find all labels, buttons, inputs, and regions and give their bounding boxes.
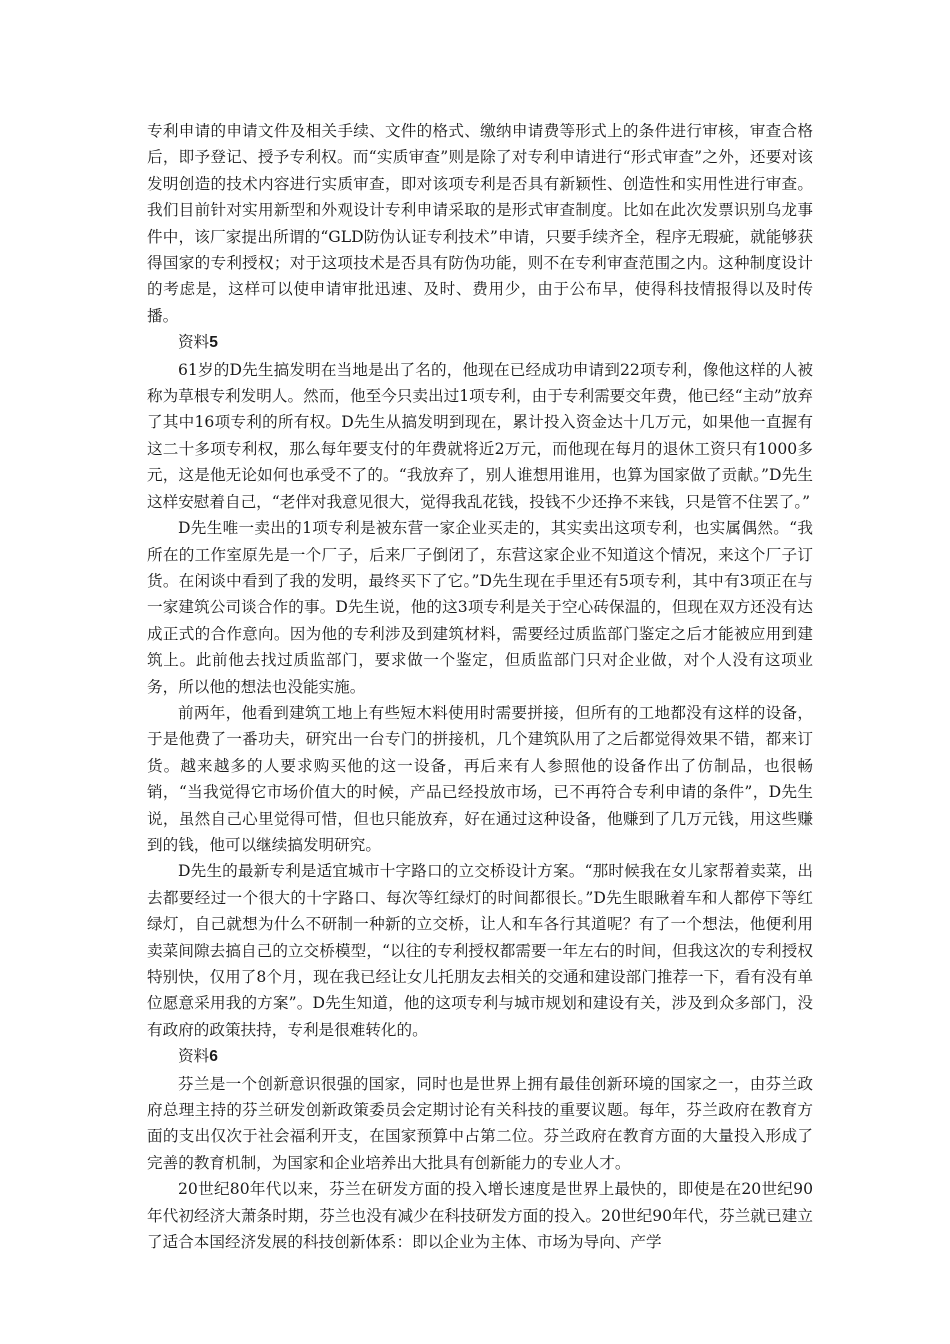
section-label-text: 资料	[178, 1047, 210, 1066]
section-label-material-6	[147, 1043, 813, 1070]
paragraph-d-sold-patent: D先生唯一卖出的1项专利是被东营一家企业买走的，其实卖出这项专利，也实属偶然。“我所在的工作室原先是一个厂子，后来厂子倒闭了，东营这家企业不知道这个情况，来这个厂子订货。在闲谈中看到了我的发明，最终买下了它。”D先生现在手里还有5项专利，其中有3项正在与一家建筑公司谈合作的事。D先生说，他的这3项专利是关于空心砖保温的，但现在双方还没有达成正式的合作意向。因为他的专利涉及到建筑材料，需要经过质监部门鉴定之后才能被应用到建筑上。此前他去找过质监部门，要求做一个鉴定，但质监部门只对企业做，对个人没有这项业务，所以他的想法也没能实施。	[147, 519, 813, 696]
section-label-material-5	[147, 329, 813, 356]
paragraph-d-splicing-machine: 前两年，他看到建筑工地上有些短木料使用时需要拼接，但所有的工地都没有这样的设备，于是他费了一番功夫，研究出一台专门的拼接机，几个建筑队用了之后都觉得效果不错，都来订货。越来越多的人要求购买他的这一设备，再后来有人参照他的设备作出了仿制品，也很畅销，“当我觉得它市场价值大的时候，产品已经投放市场，已不再符合专利申请的条件”，D先生说，虽然自己心里觉得可惜，但也只能放弃，好在通过这种设备，他赚到了几万元钱，用这些赚到的钱，他可以继续搞发明研究。	[147, 703, 813, 854]
section-label-number: 6	[209, 1048, 218, 1066]
paragraph-patent-review: 专利申请的申请文件及相关手续、文件的格式、缴纳申请费等形式上的条件进行审核，审查合格后，即予登记、授予专利权。而“实质审查”则是除了对专利申请进行“形式审查”之外，还要对该发明创造的技术内容进行实质审查，即对该项专利是否具有新颖性、创造性和实用性进行审查。我们目前针对实用新型和外观设计专利申请采取的是形式审查制度。比如在此次发票识别乌龙事件中，该厂家提出所谓的“GLD防伪认证专利技术”申请，只要手续齐全，程序无瑕疵，就能够获得国家的专利授权；对于这项技术是否具有防伪功能，则不在专利审查范围之内。这种制度设计的考虑是，这样可以使申请审批迅速、及时、费用少，由于公布早，使得科技情报得以及时传播。	[147, 122, 813, 325]
paragraph-finland-rd: 20世纪80年代以来，芬兰在研发方面的投入增长速度是世界上最快的，即使是在20世纪90年代初经济大萧条时期，芬兰也没有减少在科技研发方面的投入。20世纪90年代，芬兰就已建立了适合本国经济发展的科技创新体系：即以企业为主体、市场为导向、产学	[147, 1180, 813, 1252]
document-page	[147, 118, 813, 1255]
paragraph-d-intro: 61岁的D先生搞发明在当地是出了名的，他现在已经成功申请到22项专利，像他这样的人被称为草根专利发明人。然而，他至今只卖出过1项专利，由于专利需要交年费，他已经“主动”放弃了其中16项专利的所有权。D先生从搞发明到现在，累计投入资金达十几万元，如果他一直握有这二十多项专利权，那么每年要支付的年费就将近2万元，而他现在每月的退休工资只有1000多元，这是他无论如何也承受不了的。“我放弃了，别人谁想用谁用，也算为国家做了贡献。”D先生这样安慰着自己，“老伴对我意见很大，觉得我乱花钱，投钱不少还挣不来钱，只是管不住罢了。”	[147, 360, 813, 511]
section-label-number: 5	[209, 334, 218, 352]
section-label-text: 资料	[178, 333, 210, 352]
paragraph-d-overpass: D先生的最新专利是适宜城市十字路口的立交桥设计方案。“那时候我在女儿家帮着卖菜，出去都要经过一个很大的十字路口、每次等红绿灯的时间都很长。”D先生眼瞅着车和人都停下等红绿灯，自己就想为什么不研制一种新的立交桥，让人和车各行其道呢？有了一个想法，他便利用卖菜间隙去搞自己的立交桥模型，“以往的专利授权都需要一年左右的时间，但我这次的专利授权特别快，仅用了8个月，现在我已经让女儿托朋友去相关的交通和建设部门推荐一下，看有没有单位愿意采用我的方案”。D先生知道，他的这项专利与城市规划和建设有关，涉及到众多部门，没有政府的政策扶持，专利是很难转化的。	[147, 862, 813, 1039]
paragraph-finland-innovation: 芬兰是一个创新意识很强的国家，同时也是世界上拥有最佳创新环境的国家之一，由芬兰政府总理主持的芬兰研发创新政策委员会定期讨论有关科技的重要议题。每年，芬兰政府在教育方面的支出仅次于社会福利开支，在国家预算中占第二位。芬兰政府在教育方面的大量投入形成了完善的教育机制，为国家和企业培养出大批具有创新能力的专业人才。	[147, 1074, 813, 1172]
